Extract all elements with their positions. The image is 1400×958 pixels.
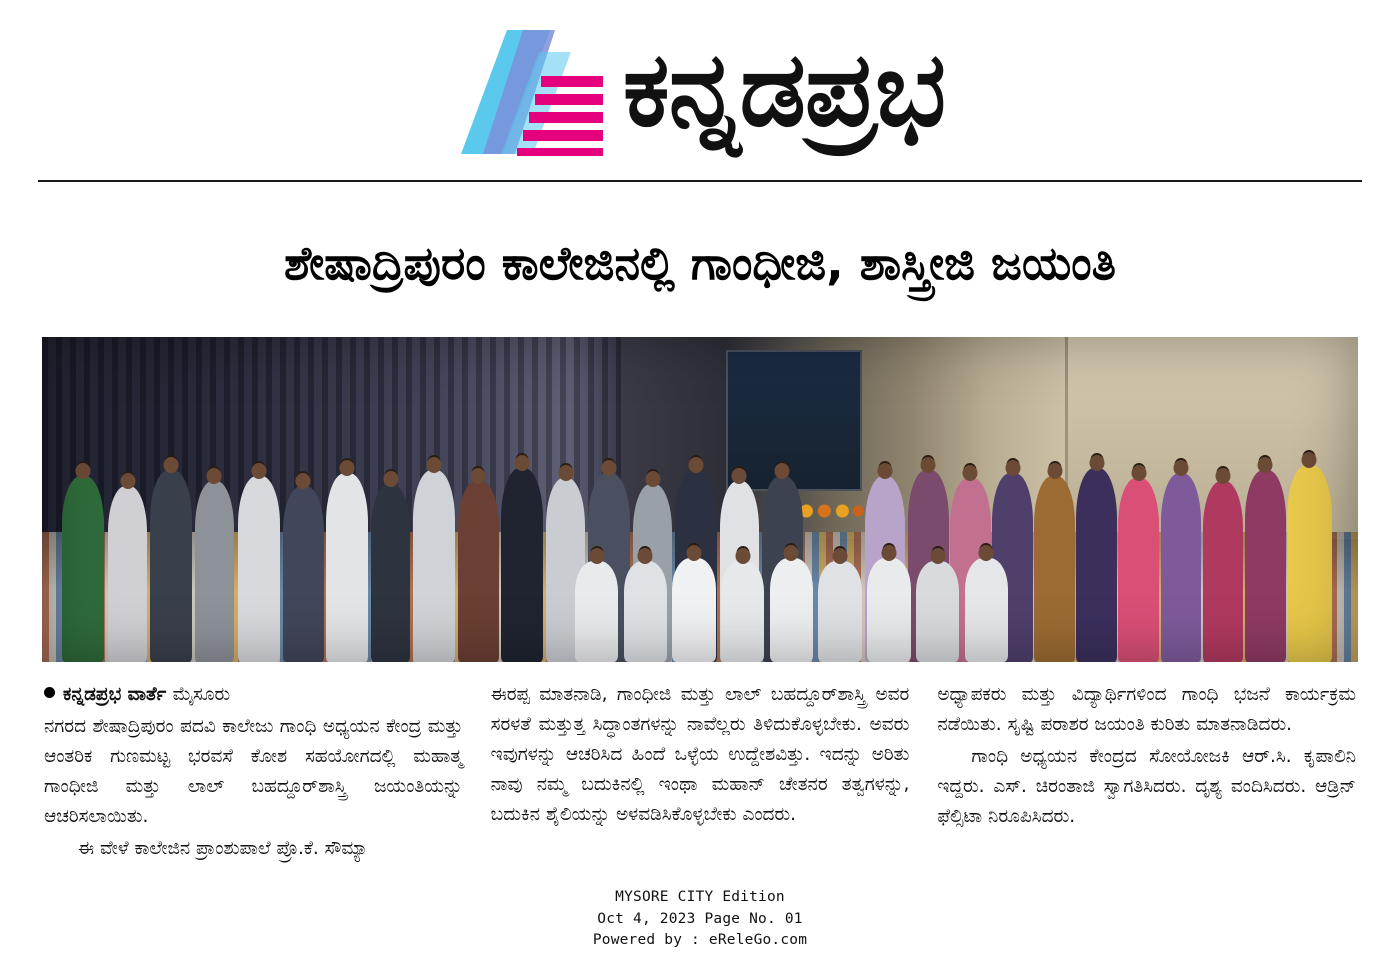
article-body	[0, 662, 1400, 866]
byline-place: ಮೈಸೂರು	[172, 684, 231, 706]
masthead-divider	[38, 180, 1362, 182]
paragraph: ನಗರದ ಶೇಷಾದ್ರಿಪುರಂ ಪದವಿ ಕಾಲೇಜು ಗಾಂಧಿ ಅಧ್ಯಯನ ಕೇಂದ್ರ ಮತ್ತು ಆಂತರಿಕ ಗುಣಮಟ್ಟ ಭರವಸೆ ಕೋಶ ಸಹಯೋಗದಲ್ಲಿ ಮಹಾತ್ಮ ಗಾಂಧೀಜಿ ಮತ್ತು ಲಾಲ್ ಬಹದ್ದೂರ್‌ಶಾಸ್ತ್ರಿ ಜಯಂತಿಯನ್ನು ಆಚರಿಸಲಾಯಿತು.	[44, 716, 463, 827]
footer-date-page: Oct 4, 2023 Page No. 01	[597, 910, 803, 927]
masthead	[0, 0, 1400, 180]
article-column-1	[44, 680, 463, 866]
byline	[44, 680, 463, 710]
paragraph: ಈರಪ್ಪ ಮಾತನಾಡಿ, ಗಾಂಧೀಜಿ ಮತ್ತು ಲಾಲ್ ಬಹದ್ದೂರ್‌ಶಾಸ್ತ್ರಿ ಅವರ ಸರಳತೆ ಮತ್ತುತ್ತ ಸಿದ್ಧಾಂತಗಳನ್ನು ನಾವೆಲ್ಲರು ತಿಳಿದುಕೊಳ್ಳಬೇಕು. ಅವರು ಇವುಗಳನ್ನು ಆಚರಿಸಿದ ಹಿಂದೆ ಒಳ್ಳೆಯ ಉದ್ದೇಶವಿತ್ತು. ಇದನ್ನು ಅರಿತು ನಾವು ನಮ್ಮ ಬದುಕಿನಲ್ಲಿ ಇಂಥಾ ಮಹಾನ್ ಚೇತನರ ತತ್ವಗಳನ್ನು, ಬದುಕಿನ ಶೈಲಿಯನ್ನು ಅಳವಡಿಸಿಕೊಳ್ಳಬೇಕು ಎಂದರು.	[490, 684, 910, 825]
paragraph: ಈ ವೇಳೆ ಕಾಲೇಜಿನ ಪ್ರಾಂಶುಪಾಲೆ ಪ್ರೊ.ಕೆ. ಸೌಮ್ಯಾ	[78, 837, 369, 859]
kannadaprabha-logo-icon	[455, 26, 605, 161]
bullet-icon	[44, 687, 55, 698]
footer-edition: MYSORE CITY Edition	[615, 888, 785, 905]
paragraph: ಅಧ್ಯಾಪಕರು ಮತ್ತು ವಿದ್ಯಾರ್ಥಿಗಳಿಂದ ಗಾಂಧಿ ಭಜನೆ ಕಾರ್ಯಕ್ರಮ ನಡೆಯಿತು. ಸೃಷ್ಟಿ ಪರಾಶರ ಜಯಂತಿ ಕುರಿತು ಮಾತನಾಡಿದರು.	[937, 684, 1357, 736]
article-photo	[42, 337, 1358, 662]
photo-group-of-people	[42, 396, 1358, 663]
article-headline: ಶೇಷಾದ್ರಿಪುರಂ ಕಾಲೇಜಿನಲ್ಲಿ ಗಾಂಧೀಜಿ, ಶಾಸ್ತ್ರೀಜಿ ಜಯಂತಿ	[284, 235, 1116, 290]
paragraph: ಗಾಂಧಿ ಅಧ್ಯಯನ ಕೇಂದ್ರದ ಸೋಯೋಜಕಿ ಆರ್.ಸಿ. ಕೃಪಾಲಿನಿ ಇದ್ದರು. ಎಸ್. ಚಿರಂತಾಜಿ ಸ್ವಾಗತಿಸಿದರು. ದೃಶ್ಯ ವಂದಿಸಿದರು. ಆಡ್ರಿನ್ ಫೆಲ್ಸಿಟಾ ನಿರೂಪಿಸಿದರು.	[937, 746, 1357, 827]
byline-brand: ಕನ್ನಡಪ್ರಭ ವಾರ್ತೆ	[63, 684, 167, 706]
masthead-title: ಕನ್ನಡಪ್ರಭ	[622, 28, 946, 150]
article-column-2	[491, 680, 910, 866]
photo-scene	[42, 337, 1358, 662]
page-footer	[0, 887, 1400, 952]
footer-powered-by: Powered by : eReleGo.com	[592, 932, 808, 949]
article-column-3	[937, 680, 1356, 866]
